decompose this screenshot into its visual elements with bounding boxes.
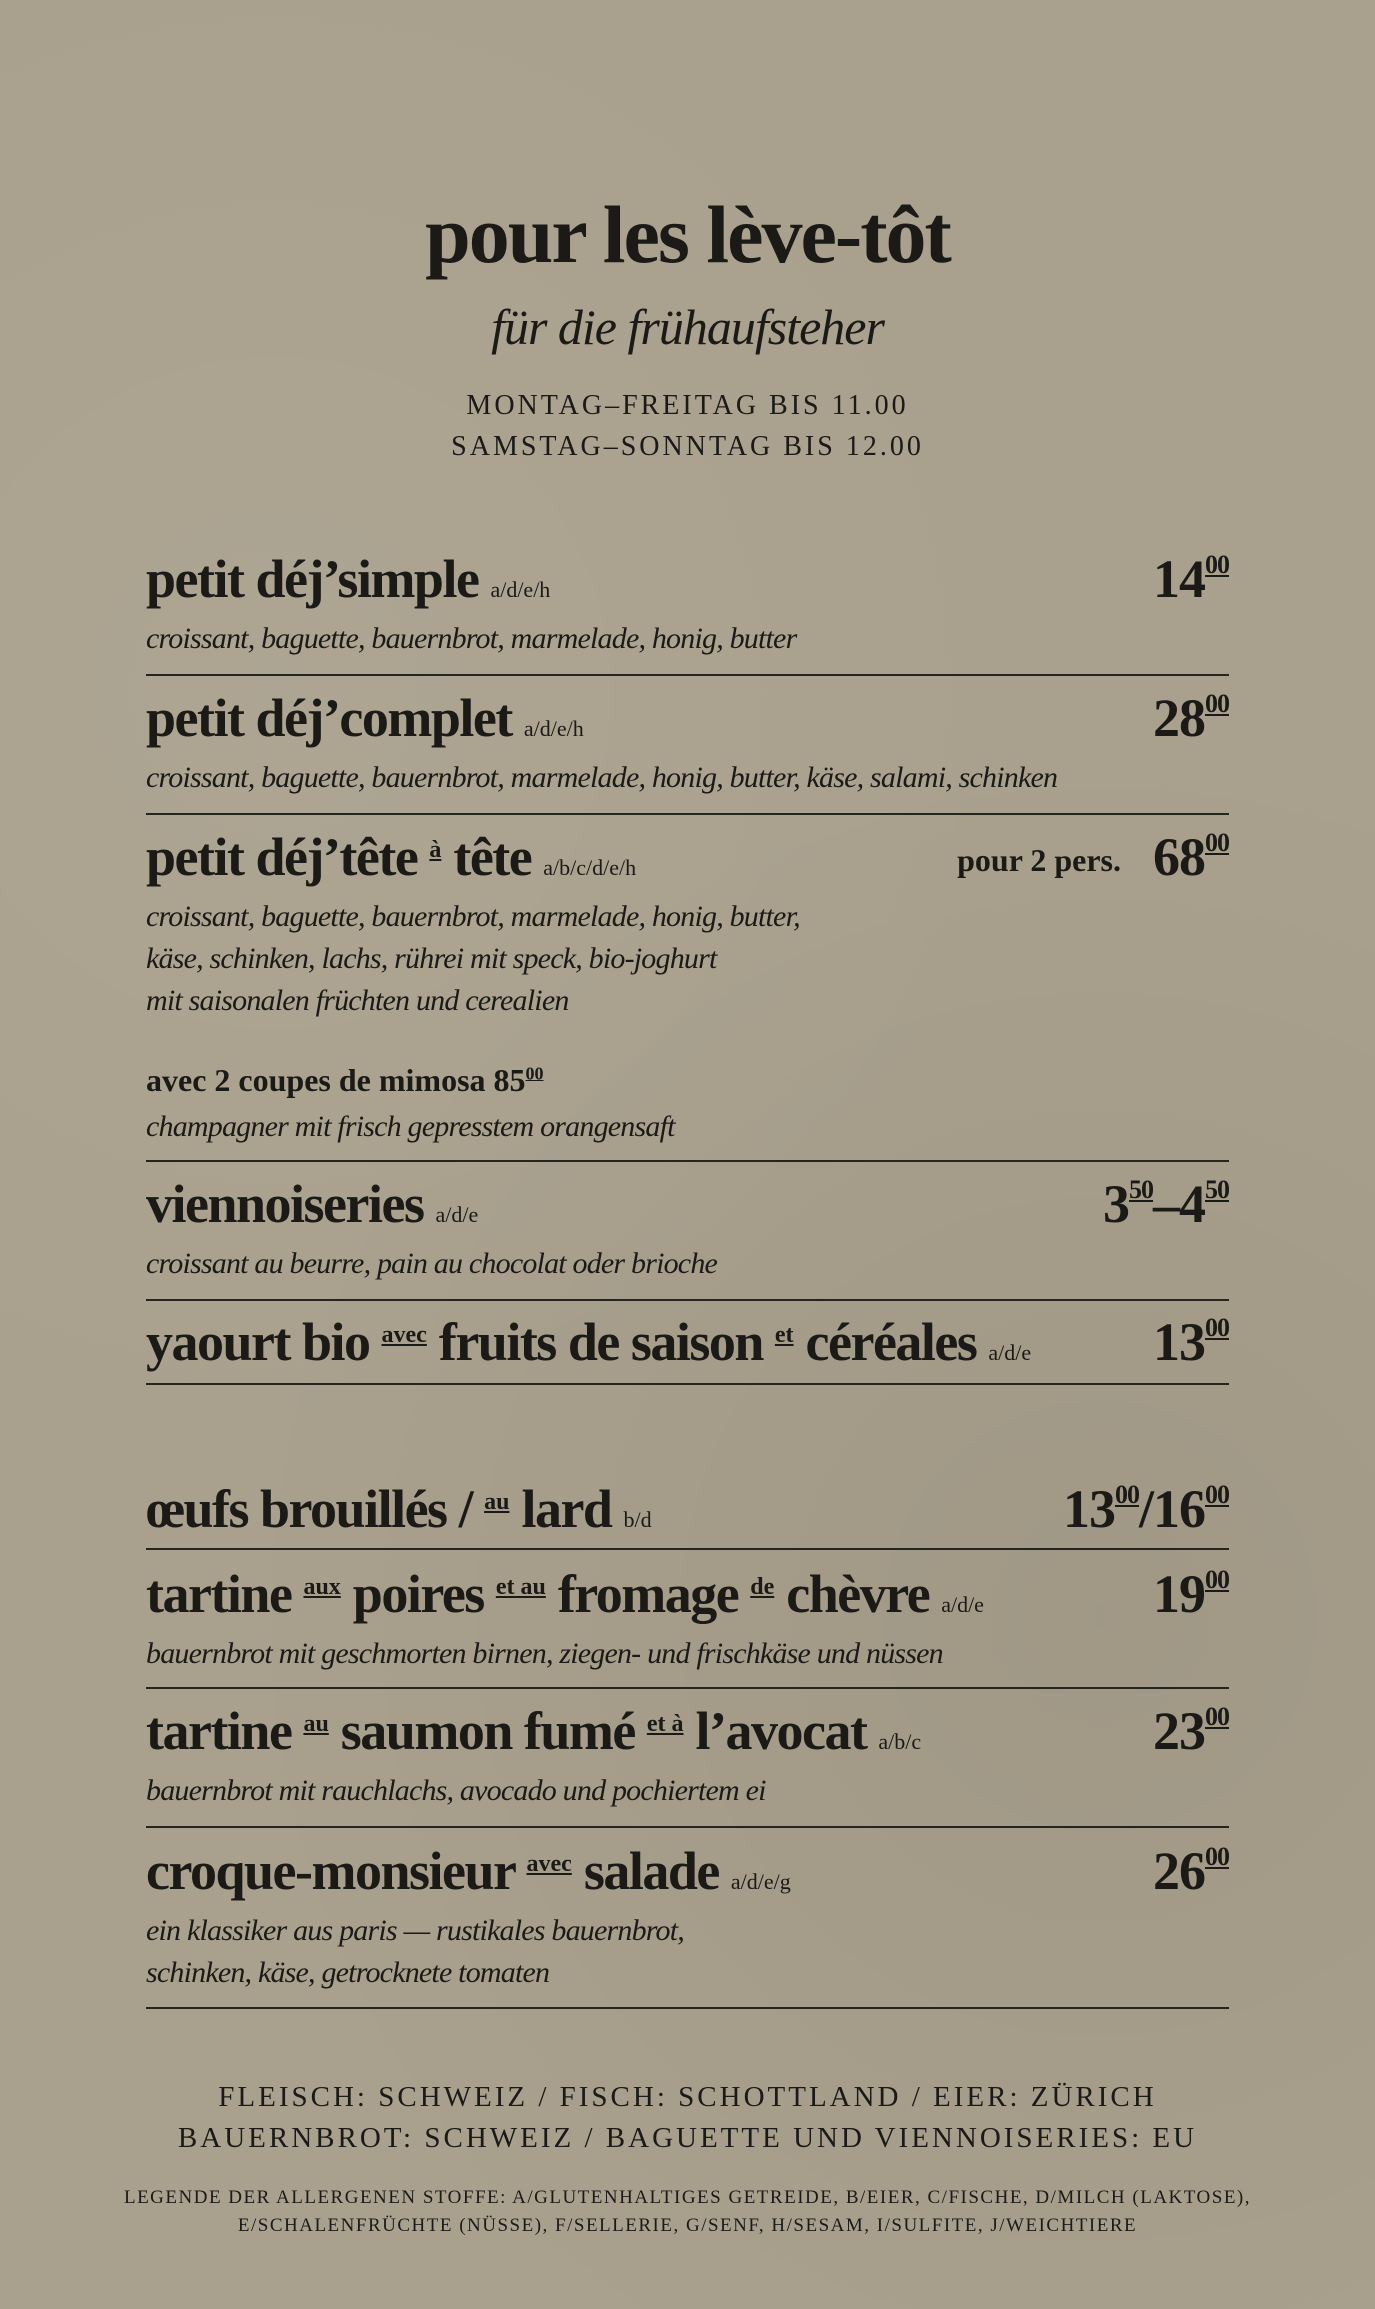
allergen-codes: a/d/e/g bbox=[730, 1869, 791, 1894]
divider bbox=[146, 2007, 1229, 2009]
item-price: $28^{00}$ bbox=[1153, 688, 1229, 748]
connector-word: et au bbox=[495, 1574, 546, 1600]
connector-word: et bbox=[774, 1322, 794, 1348]
item-name: petit déj’tête $^à$ tête a/b/c/d/e/h bbox=[146, 827, 637, 887]
divider bbox=[146, 1826, 1229, 1828]
allergen-codes: a/b/c bbox=[878, 1729, 922, 1754]
item-price: $26^{00}$ bbox=[1153, 1841, 1229, 1901]
hours-weekday: MONTAG–FREITAG BIS 11.00 bbox=[466, 390, 909, 421]
item-name: viennoiseries a/d/e bbox=[146, 1174, 479, 1234]
mimosa-description: champagner mit frisch gepresstem orangensaft bbox=[146, 1110, 675, 1143]
divider bbox=[146, 1160, 1229, 1162]
item-name: yaourt bio $^{avec}$ fruits de saison $^{et}$ céréales a/d/e bbox=[146, 1312, 1032, 1372]
allergen-codes: a/d/e/h bbox=[523, 716, 584, 741]
item-description-line-1: croissant, baguette, bauernbrot, marmelade, honig, butter, bbox=[146, 900, 800, 933]
item-name: petit déj’simple a/d/e/h bbox=[146, 549, 551, 609]
connector-word: au bbox=[303, 1711, 329, 1737]
item-description-line-3: mit saisonalen früchten und cerealien bbox=[146, 984, 569, 1017]
origin-line-1: FLEISCH: SCHWEIZ / FISCH: SCHOTTLAND / EIER: ZÜRICH bbox=[218, 2081, 1157, 2113]
item-price: $13^{00}/16^{00}$ bbox=[1062, 1479, 1229, 1539]
item-description: croissant, baguette, bauernbrot, marmelade, honig, butter, käse, salami, schinken bbox=[146, 761, 1058, 794]
connector-word: avec bbox=[381, 1322, 427, 1348]
allergen-codes: a/b/c/d/e/h bbox=[543, 855, 637, 880]
per-persons-label: pour 2 pers. bbox=[957, 842, 1121, 878]
item-description: croissant, baguette, bauernbrot, marmelade, honig, butter bbox=[146, 622, 797, 655]
allergen-codes: a/d/e/h bbox=[490, 577, 551, 602]
item-price: $13^{00}$ bbox=[1153, 1312, 1229, 1372]
item-description: croissant au beurre, pain au chocolat oder brioche bbox=[146, 1247, 718, 1280]
item-name: croque-monsieur $^{avec}$ salade a/d/e/g bbox=[146, 1841, 791, 1901]
menu-subtitle: für die frühaufsteher bbox=[491, 299, 884, 355]
allergen-codes: a/d/e bbox=[988, 1340, 1032, 1365]
item-description: bauernbrot mit rauchlachs, avocado und pochiertem ei bbox=[146, 1774, 766, 1807]
divider bbox=[146, 1383, 1229, 1385]
item-description-line-2: schinken, käse, getrocknete tomaten bbox=[146, 1956, 550, 1989]
item-name: tartine $^{au}$ saumon fumé $^{et à}$ l’avocat a/b/c bbox=[146, 1701, 922, 1761]
connector-word: aux bbox=[303, 1574, 341, 1600]
allergen-codes: b/d bbox=[623, 1507, 652, 1532]
allergen-legend-line-2: E/SCHALENFRÜCHTE (NÜSSE), F/SELLERIE, G/SENF, H/SESAM, I/SULFITE, J/WEICHTIERE bbox=[237, 2215, 1138, 2236]
item-price: $68^{00}$ bbox=[1153, 827, 1229, 887]
item-description-line-1: ein klassiker aus paris — rustikales bauernbrot, bbox=[146, 1914, 684, 1947]
hours-weekend: SAMSTAG–SONNTAG BIS 12.00 bbox=[451, 431, 924, 462]
divider bbox=[146, 674, 1229, 676]
origin-line-2: BAUERNBROT: SCHWEIZ / BAGUETTE UND VIENNOISERIES: EU bbox=[177, 2122, 1198, 2154]
connector-word: au bbox=[484, 1489, 510, 1515]
divider bbox=[146, 1299, 1229, 1301]
divider bbox=[146, 1548, 1229, 1550]
item-price: $23^{00}$ bbox=[1153, 1701, 1229, 1761]
allergen-legend-line-1: LEGENDE DER ALLERGENEN STOFFE: A/GLUTENHALTIGES GETREIDE, B/EIER, C/FISCHE, D/MILCH (LAKTOSE), bbox=[123, 2187, 1252, 2208]
item-name: œufs brouillés / $^{au}$ lard b/d bbox=[146, 1479, 652, 1539]
item-price-range: $3^{50}-4^{50}$ bbox=[1103, 1174, 1229, 1234]
item-name: tartine $^{aux}$ poires $^{et au}$ fromage $^{de}$ chèvre a/d/e bbox=[146, 1564, 984, 1624]
connector-word: et à bbox=[646, 1711, 684, 1737]
item-description-line-2: käse, schinken, lachs, rührei mit speck, bio-joghurt bbox=[146, 942, 717, 975]
item-description: bauernbrot mit geschmorten birnen, ziegen- und frischkäse und nüssen bbox=[146, 1637, 943, 1670]
allergen-codes: a/d/e bbox=[435, 1202, 479, 1227]
divider bbox=[146, 813, 1229, 815]
divider bbox=[146, 1687, 1229, 1689]
allergen-codes: a/d/e bbox=[941, 1592, 984, 1617]
mimosa-option: avec 2 coupes de mimosa $85^{00}$ bbox=[146, 1062, 544, 1098]
item-price: $19^{00}$ bbox=[1153, 1564, 1229, 1624]
connector-word: de bbox=[750, 1574, 775, 1600]
item-price: $14^{00}$ bbox=[1153, 549, 1229, 609]
connector-word: à bbox=[429, 837, 442, 863]
connector-word: avec bbox=[526, 1851, 572, 1877]
item-name: petit déj’complet a/d/e/h bbox=[146, 688, 584, 748]
menu-title: pour les lève-tôt bbox=[425, 189, 950, 280]
